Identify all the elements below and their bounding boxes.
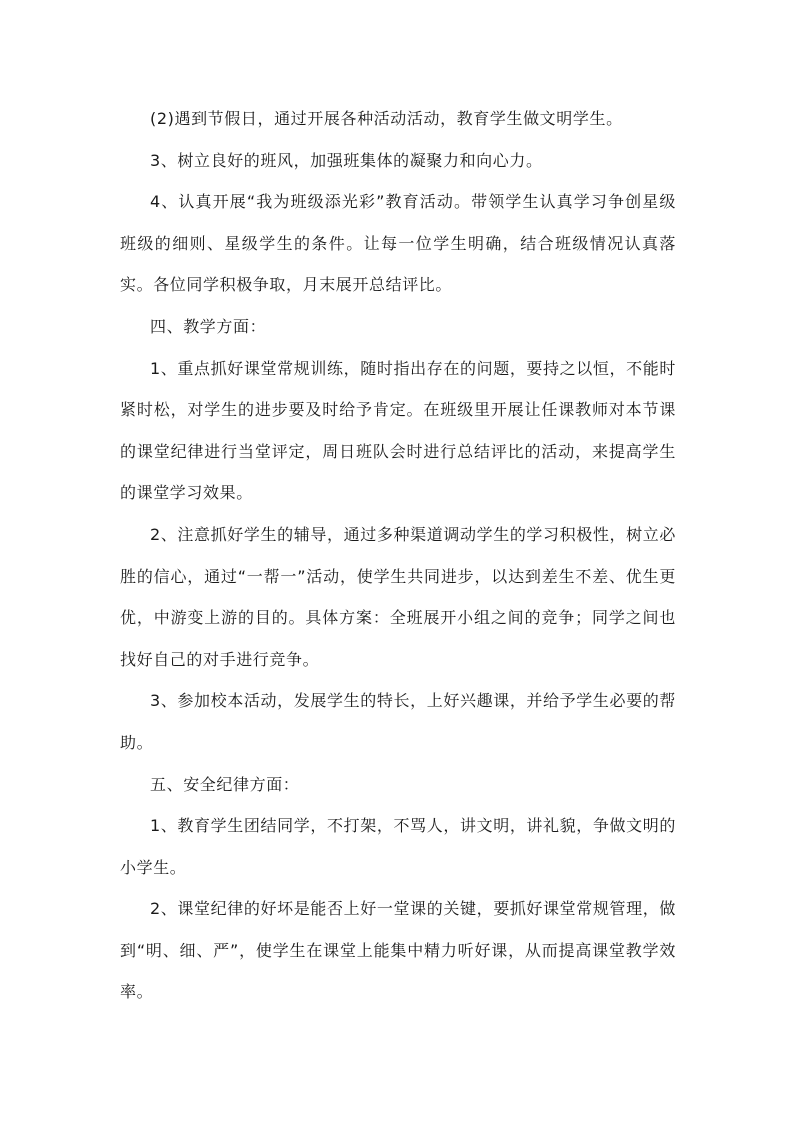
paragraph-school-activities: 3、参加校本活动，发展学生的特长，上好兴趣课，并给予学生必要的帮助。 [120,691,676,752]
paragraph-unity: 1、教育学生团结同学，不打架，不骂人，讲文明，讲礼貌，争做文明的小学生。 [120,816,676,877]
paragraph-student-tutoring: 2、注意抓好学生的辅导，通过多种渠道调动学生的学习积极性，树立必胜的信心，通过“一帮一”活动，使学生共同进步，以达到差生不差、优生更优，中游变上游的目的。具体方案：全班展开小组之间的竞争；同学之间也找好自己的对手进行竞争。 [120,524,676,669]
document-body [120,98,676,1013]
paragraph-holiday-activities: (2)遇到节假日，通过开展各种活动活动，教育学生做文明学生。 [150,109,623,128]
paragraph-classroom-routine: 1、重点抓好课堂常规训练，随时指出存在的问题，要持之以恒，不能时紧时松，对学生的进步要及时给予肯定。在班级里开展让任课教师对本节课的课堂纪律进行当堂评定，周日班队会时进行总结评比的活动，来提高学生的课堂学习效果。 [120,358,676,503]
section-heading-safety-discipline: 五、安全纪律方面： [150,774,300,794]
paragraph-classroom-discipline: 2、课堂纪律的好坏是能否上好一堂课的关键，要抓好课堂常规管理，做到“明、细、严”，使学生在课堂上能集中精力听好课，从而提高课堂教学效率。 [120,899,676,1002]
section-heading-teaching: 四、教学方面： [150,316,267,336]
paragraph-class-glory-activity: 4、认真开展“我为班级添光彩”教育活动。带领学生认真学习争创星级班级的细则、星级学生的条件。让每一位学生明确，结合班级情况认真落实。各位同学积极争取，月末展开总结评比。 [120,192,676,295]
paragraph-class-spirit: 3、树立良好的班风，加强班集体的凝聚力和向心力。 [150,150,543,170]
